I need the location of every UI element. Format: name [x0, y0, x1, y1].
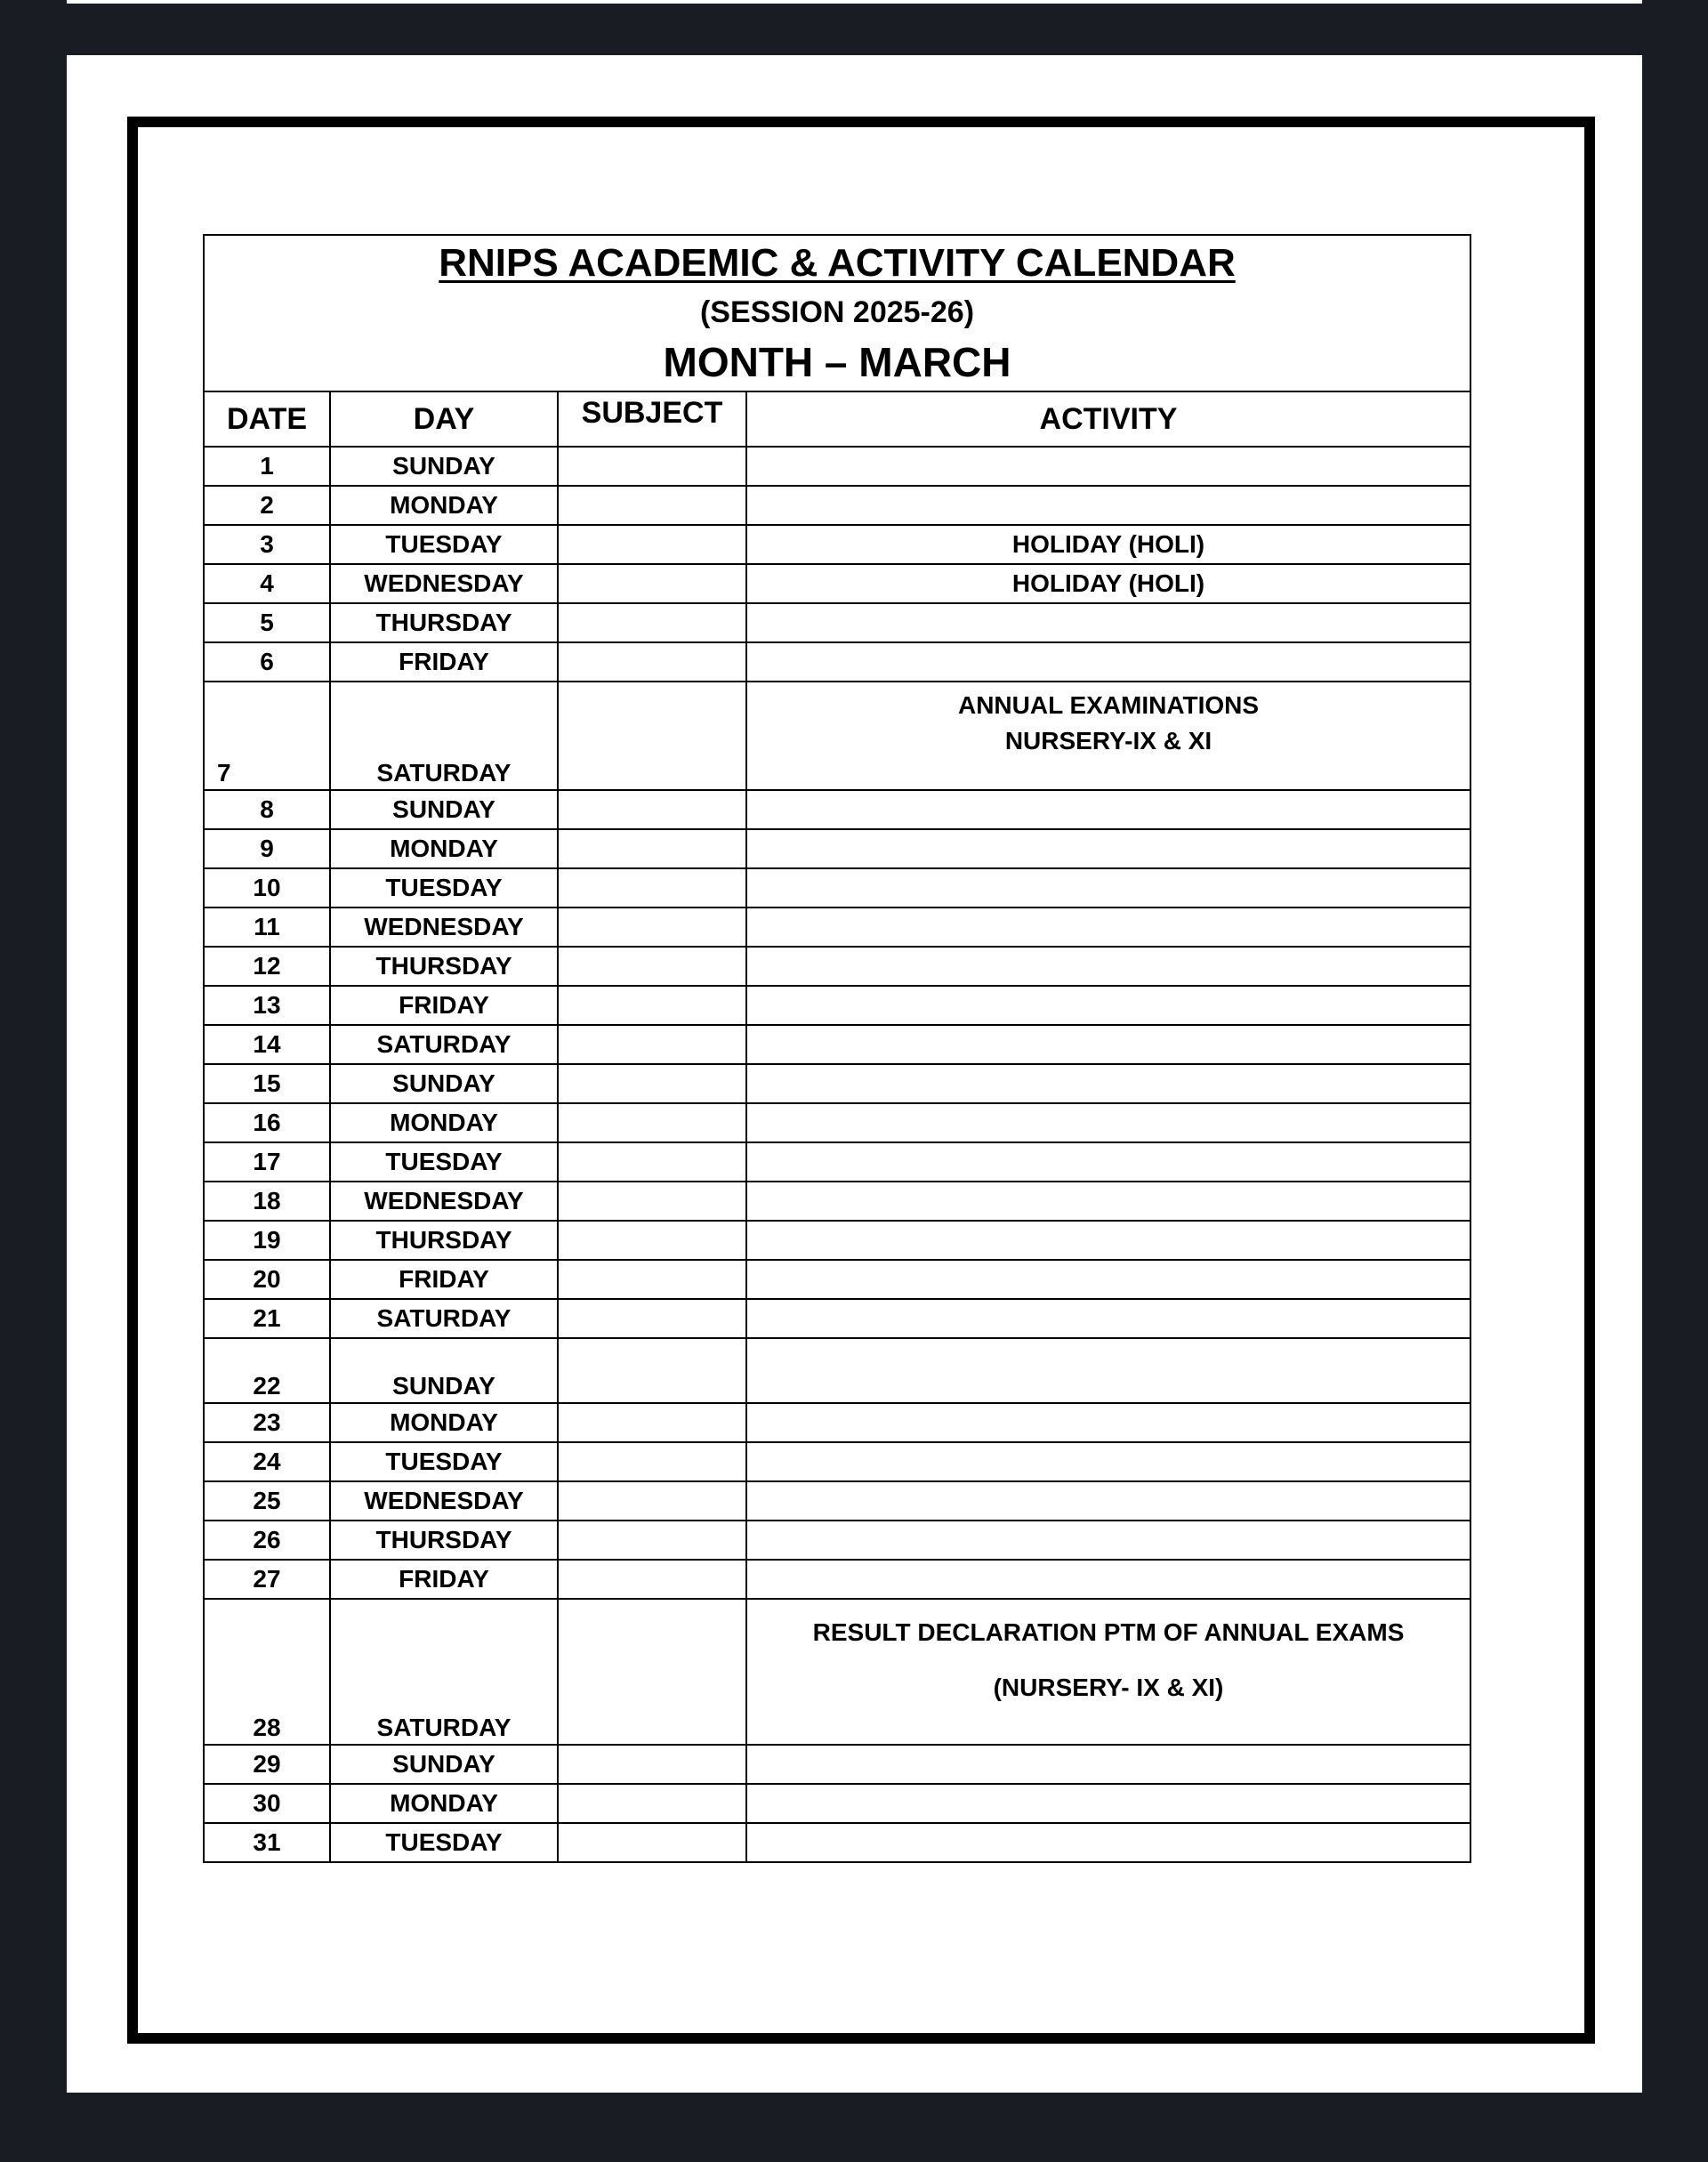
- table-row: [204, 1599, 1470, 1745]
- day-cell: SUNDAY: [330, 790, 558, 829]
- date-cell: 28: [204, 1599, 330, 1745]
- day-cell: SUNDAY: [330, 1338, 558, 1403]
- table-row: [204, 1221, 1470, 1260]
- subject-cell: [558, 1521, 746, 1560]
- subject-cell: [558, 1338, 746, 1403]
- day-cell: SATURDAY: [330, 1025, 558, 1064]
- day-cell: WEDNESDAY: [330, 1182, 558, 1221]
- subject-cell: [558, 564, 746, 603]
- table-row: [204, 1403, 1470, 1442]
- activity-cell: [746, 1142, 1470, 1182]
- subject-cell: [558, 1481, 746, 1521]
- activity-cell: [746, 642, 1470, 682]
- activity-cell: [746, 1442, 1470, 1481]
- activity-cell: [746, 986, 1470, 1025]
- day-cell: WEDNESDAY: [330, 1481, 558, 1521]
- table-row: [204, 564, 1470, 603]
- table-row: [204, 1784, 1470, 1823]
- subject-cell: [558, 1182, 746, 1221]
- table-row: [204, 1442, 1470, 1481]
- subject-cell: [558, 868, 746, 908]
- calendar-table: [203, 234, 1471, 1863]
- table-row: [204, 868, 1470, 908]
- subject-cell: [558, 1103, 746, 1142]
- date-cell: 31: [204, 1823, 330, 1862]
- activity-line: (NURSERY- IX & XI): [993, 1674, 1224, 1701]
- day-cell: WEDNESDAY: [330, 564, 558, 603]
- activity-cell: [746, 1599, 1470, 1745]
- activity-cell: [746, 1560, 1470, 1599]
- date-cell: 24: [204, 1442, 330, 1481]
- table-row: [204, 1103, 1470, 1142]
- day-cell: TUESDAY: [330, 868, 558, 908]
- date-cell: 6: [204, 642, 330, 682]
- subject-cell: [558, 682, 746, 790]
- day-cell: FRIDAY: [330, 986, 558, 1025]
- subject-cell: [558, 829, 746, 868]
- activity-line: NURSERY-IX & XI: [1004, 727, 1213, 754]
- activity-cell: [746, 1064, 1470, 1103]
- subject-cell: [558, 1560, 746, 1599]
- subject-cell: [558, 1403, 746, 1442]
- table-row: [204, 1025, 1470, 1064]
- date-cell: 15: [204, 1064, 330, 1103]
- activity-cell: [746, 447, 1470, 486]
- activity-cell: [746, 1403, 1470, 1442]
- activity-cell: [746, 908, 1470, 947]
- date-cell: 8: [204, 790, 330, 829]
- date-cell: 14: [204, 1025, 330, 1064]
- day-cell: THURSDAY: [330, 1521, 558, 1560]
- header-subject: SUBJECT: [558, 391, 746, 447]
- date-cell: 17: [204, 1142, 330, 1182]
- subject-cell: [558, 525, 746, 564]
- table-row: [204, 829, 1470, 868]
- table-row: [204, 1142, 1470, 1182]
- day-cell: FRIDAY: [330, 1560, 558, 1599]
- date-cell: 22: [204, 1338, 330, 1403]
- date-cell: 19: [204, 1221, 330, 1260]
- day-cell: WEDNESDAY: [330, 908, 558, 947]
- day-cell: SATURDAY: [330, 1599, 558, 1745]
- title-block: [204, 235, 1470, 391]
- activity-cell: HOLIDAY (HOLI): [746, 564, 1470, 603]
- activity-line: ANNUAL EXAMINATIONS: [957, 691, 1260, 719]
- date-cell: 13: [204, 986, 330, 1025]
- day-cell: MONDAY: [330, 1403, 558, 1442]
- date-cell: 3: [204, 525, 330, 564]
- activity-cell: [746, 486, 1470, 525]
- day-cell: TUESDAY: [330, 525, 558, 564]
- calendar-page: [67, 55, 1642, 2093]
- subject-cell: [558, 947, 746, 986]
- table-row: [204, 986, 1470, 1025]
- day-cell: SATURDAY: [330, 682, 558, 790]
- date-cell: 2: [204, 486, 330, 525]
- title-row: [204, 235, 1470, 391]
- day-cell: FRIDAY: [330, 642, 558, 682]
- subject-cell: [558, 1142, 746, 1182]
- day-cell: THURSDAY: [330, 1221, 558, 1260]
- day-cell: THURSDAY: [330, 947, 558, 986]
- subject-cell: [558, 1299, 746, 1338]
- activity-cell: [746, 947, 1470, 986]
- activity-line: RESULT DECLARATION PTM OF ANNUAL EXAMS: [812, 1618, 1405, 1646]
- date-cell: 29: [204, 1745, 330, 1784]
- subject-cell: [558, 1442, 746, 1481]
- activity-cell: HOLIDAY (HOLI): [746, 525, 1470, 564]
- day-cell: SUNDAY: [330, 1745, 558, 1784]
- day-cell: TUESDAY: [330, 1442, 558, 1481]
- table-row: [204, 947, 1470, 986]
- day-cell: TUESDAY: [330, 1823, 558, 1862]
- date-cell: 5: [204, 603, 330, 642]
- activity-cell: [746, 1338, 1470, 1403]
- table-row: [204, 603, 1470, 642]
- date-cell: 18: [204, 1182, 330, 1221]
- activity-cell: [746, 1221, 1470, 1260]
- activity-cell: [746, 1521, 1470, 1560]
- day-cell: FRIDAY: [330, 1260, 558, 1299]
- activity-cell: [746, 682, 1470, 790]
- activity-cell: [746, 1025, 1470, 1064]
- subject-cell: [558, 1823, 746, 1862]
- table-row: [204, 1064, 1470, 1103]
- activity-cell: [746, 1784, 1470, 1823]
- activity-cell: [746, 1299, 1470, 1338]
- subject-cell: [558, 1599, 746, 1745]
- activity-cell: [746, 1745, 1470, 1784]
- table-row: [204, 1823, 1470, 1862]
- date-cell: 9: [204, 829, 330, 868]
- day-cell: SUNDAY: [330, 447, 558, 486]
- subject-cell: [558, 1064, 746, 1103]
- subject-cell: [558, 1025, 746, 1064]
- day-cell: MONDAY: [330, 829, 558, 868]
- date-cell: 7: [204, 682, 330, 790]
- activity-cell: [746, 603, 1470, 642]
- column-header-row: [204, 391, 1470, 447]
- subject-cell: [558, 603, 746, 642]
- table-row: [204, 908, 1470, 947]
- date-cell: 16: [204, 1103, 330, 1142]
- subject-cell: [558, 447, 746, 486]
- date-cell: 23: [204, 1403, 330, 1442]
- subject-cell: [558, 1221, 746, 1260]
- date-cell: 12: [204, 947, 330, 986]
- month-label: MONTH – MARCH: [663, 339, 1011, 385]
- day-cell: TUESDAY: [330, 1142, 558, 1182]
- subject-cell: [558, 642, 746, 682]
- subject-cell: [558, 1784, 746, 1823]
- session-label: (SESSION 2025-26): [699, 295, 975, 329]
- activity-cell: [746, 790, 1470, 829]
- subject-cell: [558, 986, 746, 1025]
- activity-cell: [746, 829, 1470, 868]
- date-cell: 20: [204, 1260, 330, 1299]
- calendar-title: RNIPS ACADEMIC & ACTIVITY CALENDAR: [439, 241, 1236, 285]
- table-row: [204, 1260, 1470, 1299]
- day-cell: THURSDAY: [330, 603, 558, 642]
- subject-cell: [558, 1745, 746, 1784]
- day-cell: MONDAY: [330, 1103, 558, 1142]
- date-cell: 21: [204, 1299, 330, 1338]
- date-cell: 25: [204, 1481, 330, 1521]
- table-row: [204, 1521, 1470, 1560]
- previous-page-edge: [67, 0, 1642, 4]
- table-row: [204, 1182, 1470, 1221]
- table-row: [204, 642, 1470, 682]
- table-row: [204, 1481, 1470, 1521]
- header-date: DATE: [204, 391, 330, 447]
- date-cell: 27: [204, 1560, 330, 1599]
- activity-cell: [746, 868, 1470, 908]
- subject-cell: [558, 1260, 746, 1299]
- day-cell: SATURDAY: [330, 1299, 558, 1338]
- table-row: [204, 1338, 1470, 1403]
- date-cell: 26: [204, 1521, 330, 1560]
- subject-cell: [558, 908, 746, 947]
- header-day: DAY: [330, 391, 558, 447]
- subject-cell: [558, 486, 746, 525]
- date-cell: 11: [204, 908, 330, 947]
- table-row: [204, 486, 1470, 525]
- day-cell: MONDAY: [330, 1784, 558, 1823]
- table-row: [204, 682, 1470, 790]
- date-cell: 30: [204, 1784, 330, 1823]
- activity-cell: [746, 1182, 1470, 1221]
- activity-cell: [746, 1260, 1470, 1299]
- activity-cell: [746, 1103, 1470, 1142]
- table-row: [204, 1299, 1470, 1338]
- date-cell: 1: [204, 447, 330, 486]
- table-row: [204, 525, 1470, 564]
- activity-cell: [746, 1481, 1470, 1521]
- date-cell: 4: [204, 564, 330, 603]
- activity-cell: [746, 1823, 1470, 1862]
- table-row: [204, 790, 1470, 829]
- date-cell: 10: [204, 868, 330, 908]
- subject-cell: [558, 790, 746, 829]
- table-row: [204, 447, 1470, 486]
- header-activity: ACTIVITY: [746, 391, 1470, 447]
- table-row: [204, 1560, 1470, 1599]
- day-cell: SUNDAY: [330, 1064, 558, 1103]
- day-cell: MONDAY: [330, 486, 558, 525]
- table-row: [204, 1745, 1470, 1784]
